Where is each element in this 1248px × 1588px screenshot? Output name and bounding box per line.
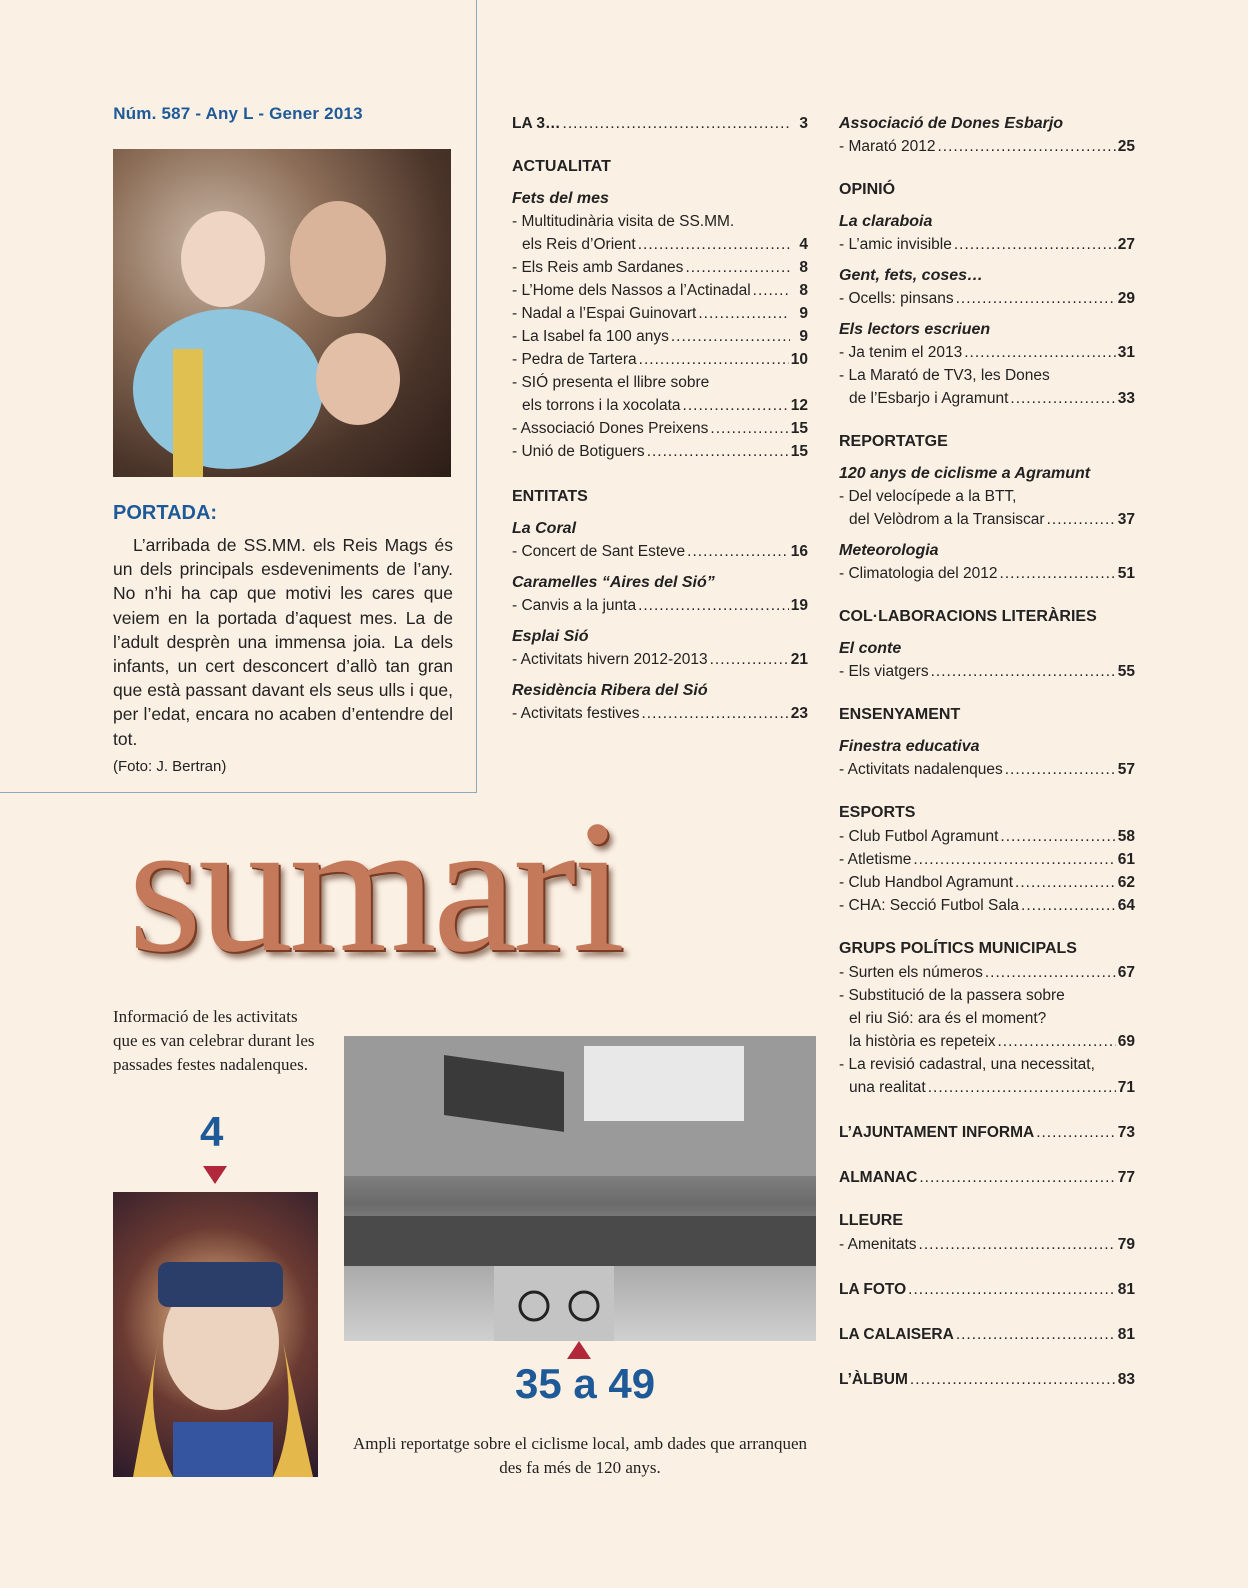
subsection-dones: Associació de Dones Esbarjo <box>839 115 1064 132</box>
toc-entry[interactable]: - Ja tenim el 2013 ..... 31 <box>839 341 1135 364</box>
subsection-fets: Fets del mes <box>512 190 609 207</box>
toc-entry[interactable]: la història es repeteix ..... 69 <box>839 1030 1135 1053</box>
toc-entry[interactable]: - Activitats hivern 2012-2013 ..... 21 <box>512 648 808 671</box>
toc-entry[interactable]: - Els Reis amb Sardanes ..... 8 <box>512 256 808 279</box>
toc-column-2 <box>839 112 1135 1391</box>
portada-text: L’arribada de SS.MM. els Reis Mags és un dels principals esdeveniments de l’any. No n’hi ha cap que motivi les cares que veiem en la portada d’aquest mes. La de l’adult desprèn una immensa joia. La dels infants, un cert desconcert d’allò tan gran que està passant davant els seus ulls i que, per l’edat, encara no acaben d’entendre del tot. <box>113 535 453 749</box>
toc-entry[interactable]: - Club Handbol Agramunt ..... 62 <box>839 871 1135 894</box>
toc-line: - La revisió cadastral, una necessitat, <box>839 1056 1095 1073</box>
toc-line: - Multitudinària visita de SS.MM. <box>512 213 735 230</box>
subsection-residencia: Residència Ribera del Sió <box>512 682 708 699</box>
section-grups: GRUPS POLÍTICS MUNICIPALS <box>839 940 1077 957</box>
toc-column-1 <box>512 112 808 725</box>
toc-entry[interactable]: del Velòdrom a la Transiscar ..... 37 <box>839 508 1135 531</box>
subsection-claraboia: La claraboia <box>839 213 933 230</box>
cycling-photo <box>344 1036 816 1341</box>
subsection-meteo: Meteorologia <box>839 542 939 559</box>
subsection-coral: La Coral <box>512 520 577 537</box>
toc-entry[interactable]: - Activitats nadalenques ..... 57 <box>839 758 1135 781</box>
toc-entry[interactable]: - Climatologia del 2012 ..... 51 <box>839 562 1135 585</box>
section-ensenyament: ENSENYAMENT <box>839 706 961 723</box>
toc-entry[interactable]: - Associació Dones Preixens ..... 15 <box>512 417 808 440</box>
toc-line: - Substitució de la passera sobre <box>839 987 1065 1004</box>
section-entitats: ENTITATS <box>512 488 588 505</box>
toc-entry[interactable]: - L’amic invisible ..... 27 <box>839 233 1135 256</box>
toc-entry[interactable]: els Reis d’Orient ..... 4 <box>512 233 808 256</box>
subsection-ciclisme: 120 anys de ciclisme a Agramunt <box>839 465 1091 482</box>
toc-entry-ajuntament[interactable]: L’AJUNTAMENT INFORMA ..... 73 <box>839 1121 1135 1144</box>
toc-line: - Del velocípede a la BTT, <box>839 488 1017 505</box>
toc-entry[interactable]: de l’Esbarjo i Agramunt ..... 33 <box>839 387 1135 410</box>
section-actualitat: ACTUALITAT <box>512 158 611 175</box>
toc-entry[interactable]: - CHA: Secció Futbol Sala ..... 64 <box>839 894 1135 917</box>
sumari-title: sumari <box>128 782 622 992</box>
toc-entry[interactable]: - Activitats festives ..... 23 <box>512 702 808 725</box>
toc-line: el riu Sió: ara és el moment? <box>849 1010 1047 1027</box>
arrow-up-icon <box>567 1341 591 1359</box>
subsection-esplai: Esplai Sió <box>512 628 589 645</box>
toc-entry[interactable]: - Club Futbol Agramunt ..... 58 <box>839 825 1135 848</box>
section-esports: ESPORTS <box>839 804 916 821</box>
toc-entry-album[interactable]: L’ÀLBUM ..... 83 <box>839 1368 1135 1391</box>
toc-entry[interactable]: - Els viatgers ..... 55 <box>839 660 1135 683</box>
section-reportatge: REPORTATGE <box>839 433 948 450</box>
toc-entry-almanac[interactable]: ALMANAC ..... 77 <box>839 1166 1135 1189</box>
toc-entry[interactable]: - Ocells: pinsans ..... 29 <box>839 287 1135 310</box>
subsection-caramelles: Caramelles “Aires del Sió” <box>512 574 715 591</box>
section-lleure: LLEURE <box>839 1212 903 1229</box>
rei-photo <box>113 1192 318 1477</box>
toc-entry[interactable]: una realitat ..... 71 <box>839 1076 1135 1099</box>
toc-entry[interactable]: - La Isabel fa 100 anys ..... 9 <box>512 325 808 348</box>
info-text-35: Ampli reportatge sobre el ciclisme local, amb dades que arranquen des fa més de 120 anys. <box>352 1434 808 1477</box>
toc-entry[interactable]: - L’Home dels Nassos a l’Actinadal ..... 8 <box>512 279 808 302</box>
subsection-conte: El conte <box>839 640 902 657</box>
toc-entry[interactable]: - Amenitats ..... 79 <box>839 1233 1135 1256</box>
subsection-gent: Gent, fets, coses… <box>839 267 984 284</box>
toc-entry[interactable]: - Unió de Botiguers ..... 15 <box>512 440 808 463</box>
toc-entry[interactable]: - Pedra de Tartera ..... 10 <box>512 348 808 371</box>
toc-entry[interactable]: - Concert de Sant Esteve ..... 16 <box>512 540 808 563</box>
toc-line: - La Marató de TV3, les Dones <box>839 367 1050 384</box>
section-opinio: OPINIÓ <box>839 181 896 198</box>
subsection-finestra: Finestra educativa <box>839 738 980 755</box>
info-text-4: Informació de les activitats que es van celebrar durant les passades festes nadalenques. <box>113 1007 315 1074</box>
toc-entry[interactable]: - Canvis a la junta ..... 19 <box>512 594 808 617</box>
section-colaboracions: COL·LABORACIONS LITERÀRIES <box>839 608 1097 625</box>
page-ref-35-49[interactable]: 35 a 49 <box>515 1360 656 1407</box>
toc-entry[interactable]: - Surten els números ..... 67 <box>839 961 1135 984</box>
toc-entry-la3[interactable]: LA 3… ..... 3 <box>512 112 808 135</box>
toc-entry-calaisera[interactable]: LA CALAISERA ..... 81 <box>839 1323 1135 1346</box>
subsection-lectors: Els lectors escriuen <box>839 321 991 338</box>
arrow-down-icon <box>203 1166 227 1184</box>
toc-entry[interactable]: - Nadal a l’Espai Guinovart ..... 9 <box>512 302 808 325</box>
toc-entry[interactable]: - Marató 2012 ..... 25 <box>839 135 1135 158</box>
cover-photo <box>113 149 451 477</box>
toc-entry[interactable]: - Atletisme ..... 61 <box>839 848 1135 871</box>
photo-credit: (Foto: J. Bertran) <box>113 758 227 775</box>
portada-title: PORTADA: <box>113 502 218 524</box>
issue-number: Núm. 587 - Any L - Gener 2013 <box>113 104 363 123</box>
toc-entry[interactable]: els torrons i la xocolata ..... 12 <box>512 394 808 417</box>
toc-line: - SIÓ presenta el llibre sobre <box>512 374 710 391</box>
toc-entry-foto[interactable]: LA FOTO ..... 81 <box>839 1278 1135 1301</box>
page-ref-4[interactable]: 4 <box>200 1108 224 1155</box>
